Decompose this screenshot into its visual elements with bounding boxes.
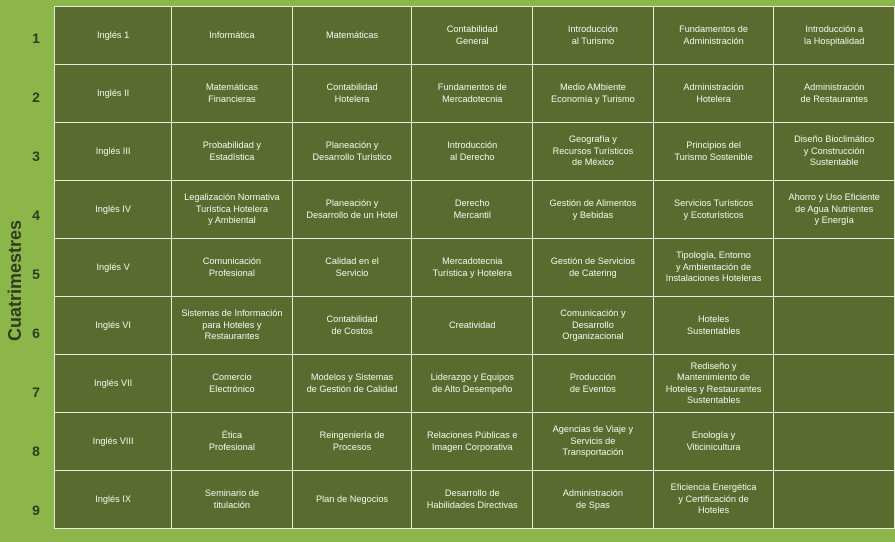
table-row — [55, 297, 895, 355]
course-cell: Creatividad — [412, 297, 533, 355]
course-cell: Inglés VI — [55, 297, 172, 355]
course-cell: Administración de Spas — [533, 471, 654, 529]
row-number: 8 — [32, 442, 40, 459]
course-cell: Matemáticas Financieras — [172, 65, 292, 123]
course-cell: Planeación y Desarrollo Turístico — [292, 123, 412, 181]
course-cell: Comunicación y Desarrollo Organizacional — [533, 297, 654, 355]
empty-cell — [774, 413, 895, 471]
course-cell: Inglés VIII — [55, 413, 172, 471]
course-cell: Inglés IX — [55, 471, 172, 529]
course-cell: Contabilidad Hotelera — [292, 65, 412, 123]
course-cell: Rediseño y Mantenimiento de Hoteles y Restaurantes Sustentables — [653, 355, 774, 413]
course-cell: Administración Hotelera — [653, 65, 774, 123]
course-cell: Ética Profesional — [172, 413, 292, 471]
course-cell: Introducción a la Hospitalidad — [774, 7, 895, 65]
course-cell: Inglés II — [55, 65, 172, 123]
course-cell: Mercadotecnia Turística y Hotelera — [412, 239, 533, 297]
table-row — [55, 239, 895, 297]
row-number: 5 — [32, 265, 40, 282]
course-cell: Informática — [172, 7, 292, 65]
cuatrimestres-label-text: Cuatrimestres — [5, 219, 26, 341]
course-cell: Administración de Restaurantes — [774, 65, 895, 123]
course-cell: Reingeniería de Procesos — [292, 413, 412, 471]
course-cell: Eficiencia Energética y Certificación de Hoteles — [653, 471, 774, 529]
course-cell: Comunicación Profesional — [172, 239, 292, 297]
table-row — [55, 413, 895, 471]
course-cell: Inglés VII — [55, 355, 172, 413]
course-cell: Agencias de Viaje y Servicis de Transportación — [533, 413, 654, 471]
course-cell: Inglés V — [55, 239, 172, 297]
course-cell: Medio AMbiente Economía y Turismo — [533, 65, 654, 123]
table-row — [55, 471, 895, 529]
table-row — [55, 355, 895, 413]
course-cell: Geografía y Recursos Turísticos de México — [533, 123, 654, 181]
course-cell: Matemáticas — [292, 7, 412, 65]
course-cell: Planeación y Desarrollo de un Hotel — [292, 181, 412, 239]
course-cell: Derecho Mercantil — [412, 181, 533, 239]
course-cell: Inglés 1 — [55, 7, 172, 65]
course-cell: Gestión de Servicios de Catering — [533, 239, 654, 297]
empty-cell — [774, 471, 895, 529]
course-cell: Inglés IV — [55, 181, 172, 239]
course-cell: Servicios Turísticos y Ecoturísticos — [653, 181, 774, 239]
course-cell: Tipología, Entorno y Ambientación de Instalaciones Hoteleras — [653, 239, 774, 297]
row-number: 4 — [32, 206, 40, 223]
course-cell: Seminario de titulación — [172, 471, 292, 529]
table-row — [55, 181, 895, 239]
course-cell: Calidad en el Servicio — [292, 239, 412, 297]
course-cell: Relaciones Públicas e Imagen Corporativa — [412, 413, 533, 471]
row-number: 1 — [32, 29, 40, 46]
table-row — [55, 7, 895, 65]
course-cell: Introducción al Turismo — [533, 7, 654, 65]
course-cell: Ahorro y Uso Eficiente de Agua Nutrientes y Energía — [774, 181, 895, 239]
course-cell: Inglés III — [55, 123, 172, 181]
course-cell: Contabilidad General — [412, 7, 533, 65]
row-number: 2 — [32, 88, 40, 105]
row-number: 7 — [32, 383, 40, 400]
course-cell: Fundamentos de Mercadotecnia — [412, 65, 533, 123]
course-cell: Producción de Eventos — [533, 355, 654, 413]
table-row — [55, 65, 895, 123]
course-cell: Plan de Negocios — [292, 471, 412, 529]
row-number: 3 — [32, 147, 40, 164]
course-cell: Sistemas de Información para Hoteles y Restaurantes — [172, 297, 292, 355]
course-cell: Diseño Bioclimático y Construcción Sustentable — [774, 123, 895, 181]
course-cell: Comercio Electrónico — [172, 355, 292, 413]
row-number: 6 — [32, 324, 40, 341]
course-cell: Principios del Turismo Sostenible — [653, 123, 774, 181]
empty-cell — [774, 239, 895, 297]
course-cell: Modelos y Sistemas de Gestión de Calidad — [292, 355, 412, 413]
empty-cell — [774, 355, 895, 413]
empty-cell — [774, 297, 895, 355]
course-cell: Gestión de Alimentos y Bebidas — [533, 181, 654, 239]
course-cell: Desarrollo de Habilidades Directivas — [412, 471, 533, 529]
row-number-column — [22, 8, 50, 539]
course-cell: Probabilidad y Estadística — [172, 123, 292, 181]
course-cell: Legalización Normativa Turística Hotelera y Ambiental — [172, 181, 292, 239]
course-cell: Hoteles Sustentables — [653, 297, 774, 355]
table-row — [55, 123, 895, 181]
course-cell: Enología y Viticinicultura — [653, 413, 774, 471]
course-cell: Liderazgo y Equipos de Alto Desempeño — [412, 355, 533, 413]
course-cell: Introducción al Derecho — [412, 123, 533, 181]
row-number: 9 — [32, 501, 40, 518]
course-cell: Fundamentos de Administración — [653, 7, 774, 65]
curriculum-grid — [54, 6, 895, 529]
course-cell: Contabilidad de Costos — [292, 297, 412, 355]
